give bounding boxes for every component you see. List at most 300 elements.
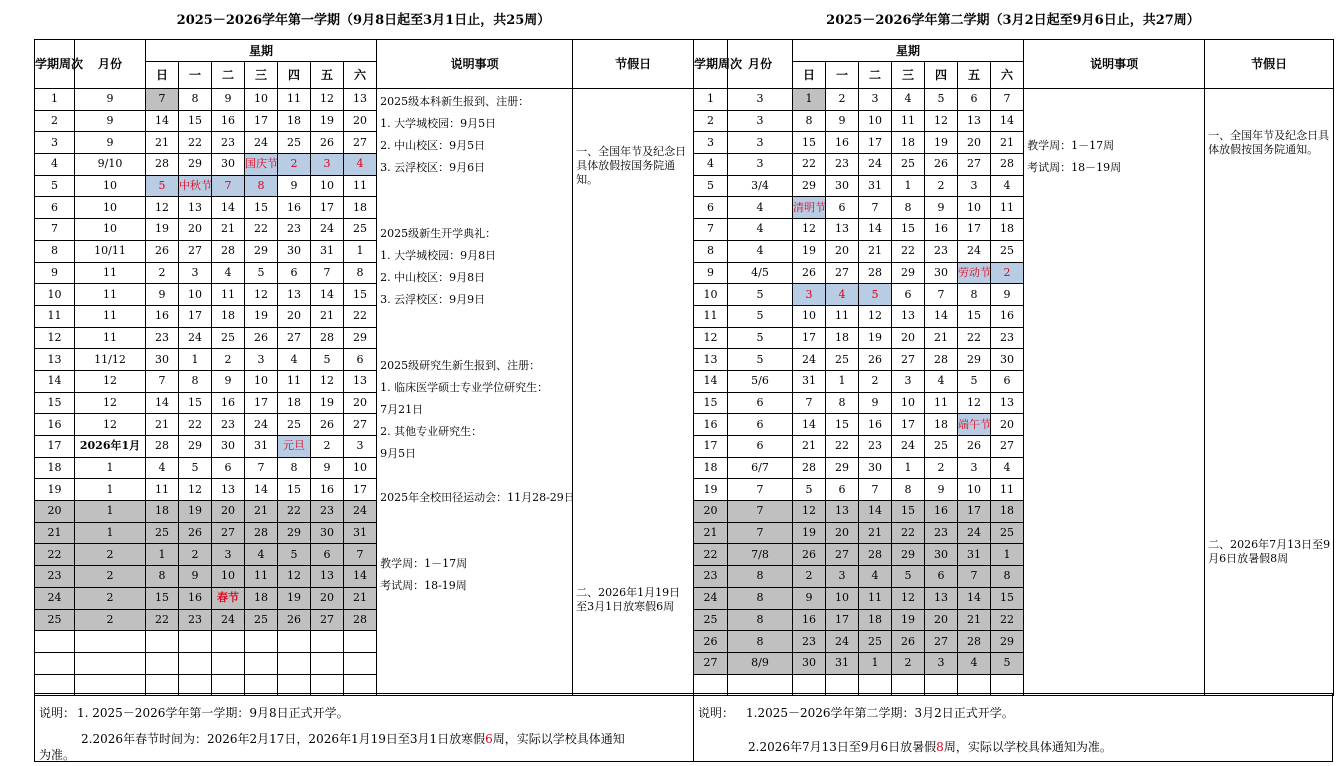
date-cell: 2 (146, 262, 179, 284)
date-cell: 27 (278, 327, 311, 349)
date-cell: 30 (991, 349, 1024, 371)
date-cell: 3 (793, 284, 826, 306)
sem2-footer (693, 693, 1333, 762)
date-cell: 26 (278, 609, 311, 631)
date-cell: 9 (179, 566, 212, 588)
date-cell: 14 (793, 414, 826, 436)
month-cell: 8 (728, 609, 793, 631)
date-cell: 30 (859, 457, 892, 479)
date-cell (344, 652, 377, 674)
date-cell: 13 (278, 284, 311, 306)
date-cell (311, 652, 344, 674)
date-cell: 18 (826, 327, 859, 349)
week-number: 24 (694, 587, 728, 609)
date-cell: 23 (925, 522, 958, 544)
date-cell: 28 (958, 631, 991, 653)
week-number: 26 (694, 631, 728, 653)
date-cell: 5 (859, 284, 892, 306)
date-cell: 26 (859, 349, 892, 371)
date-cell: 4 (245, 544, 278, 566)
date-cell: 10 (212, 566, 245, 588)
week-number: 13 (694, 349, 728, 371)
date-cell: 24 (212, 609, 245, 631)
date-cell: 13 (212, 479, 245, 501)
month-cell: 8/9 (728, 652, 793, 674)
date-cell: 20 (991, 414, 1024, 436)
date-cell: 14 (991, 110, 1024, 132)
note-line: 考试周：18－19周 (1027, 161, 1122, 174)
date-cell: 9 (146, 284, 179, 306)
note-line: 1. 临床医学硕士专业学位研究生： (380, 381, 549, 394)
date-cell: 18 (278, 110, 311, 132)
date-cell: 2 (925, 175, 958, 197)
date-cell: 29 (958, 349, 991, 371)
week-number: 24 (35, 587, 75, 609)
date-cell: 20 (826, 522, 859, 544)
note-line (380, 531, 569, 553)
month-cell: 3 (728, 110, 793, 132)
date-cell: 24 (826, 631, 859, 653)
date-cell: 16 (859, 414, 892, 436)
date-cell: 27 (892, 349, 925, 371)
date-cell: 22 (991, 609, 1024, 631)
date-cell: 19 (925, 132, 958, 154)
date-cell: 14 (859, 219, 892, 241)
date-cell: 12 (245, 284, 278, 306)
week-number: 2 (694, 110, 728, 132)
month-cell: 10 (75, 219, 146, 241)
week-number: 1 (35, 89, 75, 111)
date-cell: 10 (826, 587, 859, 609)
date-cell: 12 (278, 566, 311, 588)
date-cell: 28 (311, 327, 344, 349)
date-cell: 17 (826, 609, 859, 631)
date-cell: 27 (311, 609, 344, 631)
week-number: 17 (694, 436, 728, 458)
date-cell: 9 (826, 110, 859, 132)
note-line: 2025级新生开学典礼： (380, 227, 497, 240)
month-cell: 6/7 (728, 457, 793, 479)
month-cell: 11 (75, 305, 146, 327)
date-cell: 4 (991, 175, 1024, 197)
note-line (380, 311, 569, 333)
week-number: 2 (35, 110, 75, 132)
date-cell: 23 (925, 240, 958, 262)
date-cell: 20 (278, 305, 311, 327)
week-number: 10 (694, 284, 728, 306)
date-cell: 2 (311, 436, 344, 458)
date-cell: 15 (344, 284, 377, 306)
date-cell: 30 (793, 652, 826, 674)
date-cell: 23 (212, 414, 245, 436)
date-cell: 9 (925, 479, 958, 501)
day-header: 六 (991, 62, 1024, 89)
date-cell: 5 (245, 262, 278, 284)
week-number: 11 (694, 305, 728, 327)
date-cell: 28 (991, 154, 1024, 176)
date-cell: 15 (179, 392, 212, 414)
date-cell: 31 (344, 522, 377, 544)
sem2-title: 2025－2026学年第二学期（3月2日起至9月6日止，共27周） (826, 13, 1200, 28)
date-cell: 24 (859, 154, 892, 176)
month-cell: 7 (728, 522, 793, 544)
week-header: 学期周次 (35, 40, 75, 89)
week-number: 7 (694, 219, 728, 241)
date-cell: 10 (859, 110, 892, 132)
date-cell (278, 652, 311, 674)
month-cell: 5/6 (728, 370, 793, 392)
date-cell: 1 (826, 370, 859, 392)
month-cell: 4 (728, 219, 793, 241)
date-cell: 2 (925, 457, 958, 479)
date-cell: 3 (311, 154, 344, 176)
date-cell: 24 (793, 349, 826, 371)
date-cell: 22 (826, 436, 859, 458)
week-number: 15 (694, 392, 728, 414)
date-cell: 8 (179, 89, 212, 111)
date-cell: 2 (826, 89, 859, 111)
date-cell: 29 (793, 175, 826, 197)
date-cell: 14 (146, 110, 179, 132)
date-cell: 15 (991, 587, 1024, 609)
date-cell: 11 (245, 566, 278, 588)
date-cell: 10 (958, 479, 991, 501)
date-cell: 18 (245, 587, 278, 609)
week-number (35, 631, 75, 653)
date-cell: 4 (212, 262, 245, 284)
week-number: 5 (35, 175, 75, 197)
month-cell: 5 (728, 349, 793, 371)
date-cell: 7 (146, 89, 179, 111)
date-cell: 8 (991, 566, 1024, 588)
date-cell: 8 (278, 457, 311, 479)
date-cell: 2 (793, 566, 826, 588)
date-cell: 23 (826, 154, 859, 176)
note-line (380, 465, 569, 487)
month-cell (75, 652, 146, 674)
date-cell: 11 (212, 284, 245, 306)
date-cell: 1 (793, 89, 826, 111)
date-cell: 25 (278, 414, 311, 436)
date-cell: 30 (925, 544, 958, 566)
day-header: 二 (859, 62, 892, 89)
date-cell: 8 (179, 370, 212, 392)
holiday-note-2: 二、2026年7月13日至9月6日放暑假8周 (1208, 538, 1331, 565)
date-cell: 11 (925, 392, 958, 414)
month-cell: 11 (75, 262, 146, 284)
date-cell: 9 (925, 197, 958, 219)
week-number: 7 (35, 219, 75, 241)
date-cell: 21 (958, 609, 991, 631)
month-cell: 3 (728, 89, 793, 111)
month-cell: 3 (728, 154, 793, 176)
week-number: 25 (694, 609, 728, 631)
note-line: 3. 云浮校区：9月9日 (380, 293, 486, 306)
date-cell: 19 (859, 327, 892, 349)
week-number: 12 (694, 327, 728, 349)
date-cell: 19 (311, 392, 344, 414)
date-cell (179, 631, 212, 653)
date-cell: 29 (245, 240, 278, 262)
note-line: 教学周：1－17周 (380, 557, 468, 570)
date-cell: 31 (958, 544, 991, 566)
date-cell: 20 (925, 609, 958, 631)
date-cell: 27 (958, 154, 991, 176)
date-cell: 12 (146, 197, 179, 219)
month-cell: 5 (728, 284, 793, 306)
date-cell: 7 (925, 284, 958, 306)
weekday-header: 星期 (146, 40, 377, 62)
date-cell: 19 (793, 240, 826, 262)
month-cell: 11 (75, 284, 146, 306)
date-cell: 26 (311, 132, 344, 154)
date-cell: 5 (925, 89, 958, 111)
date-cell (179, 652, 212, 674)
date-cell (311, 631, 344, 653)
date-cell: 4 (991, 457, 1024, 479)
date-cell: 2 (179, 544, 212, 566)
date-cell: 26 (958, 436, 991, 458)
week-number: 18 (35, 457, 75, 479)
date-cell: 14 (859, 501, 892, 523)
day-header: 四 (278, 62, 311, 89)
date-cell: 23 (793, 631, 826, 653)
date-cell: 16 (146, 305, 179, 327)
week-number: 9 (35, 262, 75, 284)
date-cell: 5 (278, 544, 311, 566)
day-header: 四 (925, 62, 958, 89)
month-cell: 8 (728, 566, 793, 588)
date-cell: 10 (793, 305, 826, 327)
month-cell: 10 (75, 197, 146, 219)
month-cell: 11/12 (75, 349, 146, 371)
sem1-footer (34, 693, 694, 762)
date-cell: 15 (958, 305, 991, 327)
sem1-title: 2025－2026学年第一学期（9月8日起至3月1日止，共25周） (176, 13, 551, 28)
date-cell: 16 (826, 132, 859, 154)
date-cell: 1 (344, 240, 377, 262)
notes-header: 说明事项 (377, 40, 573, 89)
date-cell: 28 (859, 262, 892, 284)
date-cell: 9 (212, 370, 245, 392)
date-cell: 7 (793, 392, 826, 414)
month-cell: 11 (75, 327, 146, 349)
date-cell: 22 (344, 305, 377, 327)
date-cell: 28 (344, 609, 377, 631)
date-cell: 15 (892, 501, 925, 523)
date-cell: 3 (859, 89, 892, 111)
date-cell: 12 (859, 305, 892, 327)
date-cell: 30 (826, 175, 859, 197)
day-header: 日 (793, 62, 826, 89)
date-cell: 19 (311, 110, 344, 132)
date-cell: 3 (344, 436, 377, 458)
week-number: 9 (694, 262, 728, 284)
date-cell: 9 (212, 89, 245, 111)
week-number: 23 (694, 566, 728, 588)
date-cell: 17 (179, 305, 212, 327)
holiday-note-1: 一、全国年节及纪念日具体放假按国务院通知。 (1208, 129, 1330, 156)
date-cell: 19 (793, 522, 826, 544)
day-header: 日 (146, 62, 179, 89)
month-cell: 1 (75, 522, 146, 544)
date-cell: 17 (793, 327, 826, 349)
date-cell: 8 (793, 110, 826, 132)
month-cell: 6 (728, 414, 793, 436)
date-cell: 13 (958, 110, 991, 132)
date-cell: 24 (958, 240, 991, 262)
week-number: 12 (35, 327, 75, 349)
date-cell: 24 (179, 327, 212, 349)
date-cell: 28 (146, 436, 179, 458)
week-number: 10 (35, 284, 75, 306)
note-line: 7月21日 (380, 403, 424, 416)
date-cell: 11 (278, 89, 311, 111)
date-cell: 26 (793, 262, 826, 284)
date-cell: 18 (991, 501, 1024, 523)
month-cell: 5 (728, 305, 793, 327)
footer-line3: 为准。 (39, 748, 76, 762)
date-cell: 11 (991, 479, 1024, 501)
date-cell: 22 (146, 609, 179, 631)
date-cell: 27 (826, 544, 859, 566)
date-cell: 29 (826, 457, 859, 479)
date-cell: 12 (311, 89, 344, 111)
date-cell: 3 (958, 175, 991, 197)
date-cell: 15 (245, 197, 278, 219)
date-cell: 15 (179, 110, 212, 132)
date-cell: 7 (212, 175, 245, 197)
week-number: 8 (694, 240, 728, 262)
date-cell: 劳动节 (958, 262, 991, 284)
month-header: 月份 (75, 40, 146, 89)
date-cell: 2 (859, 370, 892, 392)
week-number: 14 (694, 370, 728, 392)
date-cell: 12 (925, 110, 958, 132)
date-cell: 22 (793, 154, 826, 176)
date-cell (245, 631, 278, 653)
date-cell: 17 (245, 392, 278, 414)
footer-line2: 2.2026年7月13日至9月6日放暑假8周，实际以学校具体通知为准。 (748, 740, 1112, 754)
date-cell: 29 (179, 154, 212, 176)
month-cell: 9 (75, 89, 146, 111)
date-cell: 30 (278, 240, 311, 262)
month-cell: 5 (728, 327, 793, 349)
weekday-header: 星期 (793, 40, 1024, 62)
date-cell: 7 (859, 479, 892, 501)
date-cell: 25 (859, 631, 892, 653)
date-cell: 24 (245, 414, 278, 436)
date-cell: 14 (146, 392, 179, 414)
date-cell: 21 (311, 305, 344, 327)
date-cell: 20 (892, 327, 925, 349)
date-cell: 16 (925, 219, 958, 241)
date-cell: 6 (991, 370, 1024, 392)
date-cell: 17 (311, 197, 344, 219)
date-cell: 23 (146, 327, 179, 349)
date-cell: 15 (793, 132, 826, 154)
holidays-cell (1205, 89, 1334, 696)
day-header: 一 (826, 62, 859, 89)
week-number: 6 (694, 197, 728, 219)
day-header: 三 (892, 62, 925, 89)
date-cell: 12 (311, 370, 344, 392)
note-line (380, 333, 569, 355)
date-cell: 31 (245, 436, 278, 458)
week-row (694, 89, 1334, 111)
month-cell: 1 (75, 479, 146, 501)
week-number: 11 (35, 305, 75, 327)
date-cell: 13 (311, 566, 344, 588)
date-cell: 端午节 (958, 414, 991, 436)
date-cell: 19 (892, 609, 925, 631)
date-cell: 11 (278, 370, 311, 392)
date-cell: 21 (859, 522, 892, 544)
date-cell: 4 (859, 566, 892, 588)
date-cell: 27 (925, 631, 958, 653)
date-cell (212, 631, 245, 653)
date-cell: 7 (344, 544, 377, 566)
date-cell: 5 (958, 370, 991, 392)
date-cell: 4 (958, 652, 991, 674)
note-line: 1. 大学城校园：9月5日 (380, 117, 497, 130)
date-cell: 18 (859, 609, 892, 631)
date-cell: 6 (311, 544, 344, 566)
month-cell: 9/10 (75, 154, 146, 176)
date-cell: 30 (925, 262, 958, 284)
date-cell: 26 (179, 522, 212, 544)
date-cell: 22 (179, 132, 212, 154)
date-cell: 21 (146, 132, 179, 154)
date-cell: 21 (859, 240, 892, 262)
date-cell: 15 (278, 479, 311, 501)
date-cell: 10 (179, 284, 212, 306)
date-cell: 11 (826, 305, 859, 327)
date-cell: 21 (344, 587, 377, 609)
date-cell: 12 (179, 479, 212, 501)
holidays-header: 节假日 (573, 40, 694, 89)
date-cell: 8 (146, 566, 179, 588)
date-cell: 22 (958, 327, 991, 349)
date-cell: 14 (311, 284, 344, 306)
footer-label: 说明： (698, 706, 735, 720)
date-cell: 元旦 (278, 436, 311, 458)
date-cell: 18 (344, 197, 377, 219)
date-cell: 5 (179, 457, 212, 479)
week-number: 16 (694, 414, 728, 436)
date-cell: 清明节 (793, 197, 826, 219)
holidays-header: 节假日 (1205, 40, 1334, 89)
date-cell: 19 (278, 587, 311, 609)
note-line (1027, 113, 1201, 135)
holidays-cell (573, 89, 694, 696)
notes-header: 说明事项 (1024, 40, 1205, 89)
note-line: 9月5日 (380, 447, 417, 460)
date-cell: 1 (859, 652, 892, 674)
day-header: 三 (245, 62, 278, 89)
month-cell: 2 (75, 544, 146, 566)
winter-break-weeks: 6 (485, 732, 493, 746)
date-cell: 3 (958, 457, 991, 479)
date-cell: 26 (892, 631, 925, 653)
date-cell: 2 (278, 154, 311, 176)
footer-line2: 2.2026年春节时间为：2026年2月17日，2026年1月19日至3月1日放寒假6周，实际以学校具体通知 (81, 732, 625, 746)
date-cell: 29 (278, 522, 311, 544)
date-cell: 7 (245, 457, 278, 479)
date-cell: 6 (212, 457, 245, 479)
date-cell: 22 (245, 219, 278, 241)
date-cell: 12 (958, 392, 991, 414)
